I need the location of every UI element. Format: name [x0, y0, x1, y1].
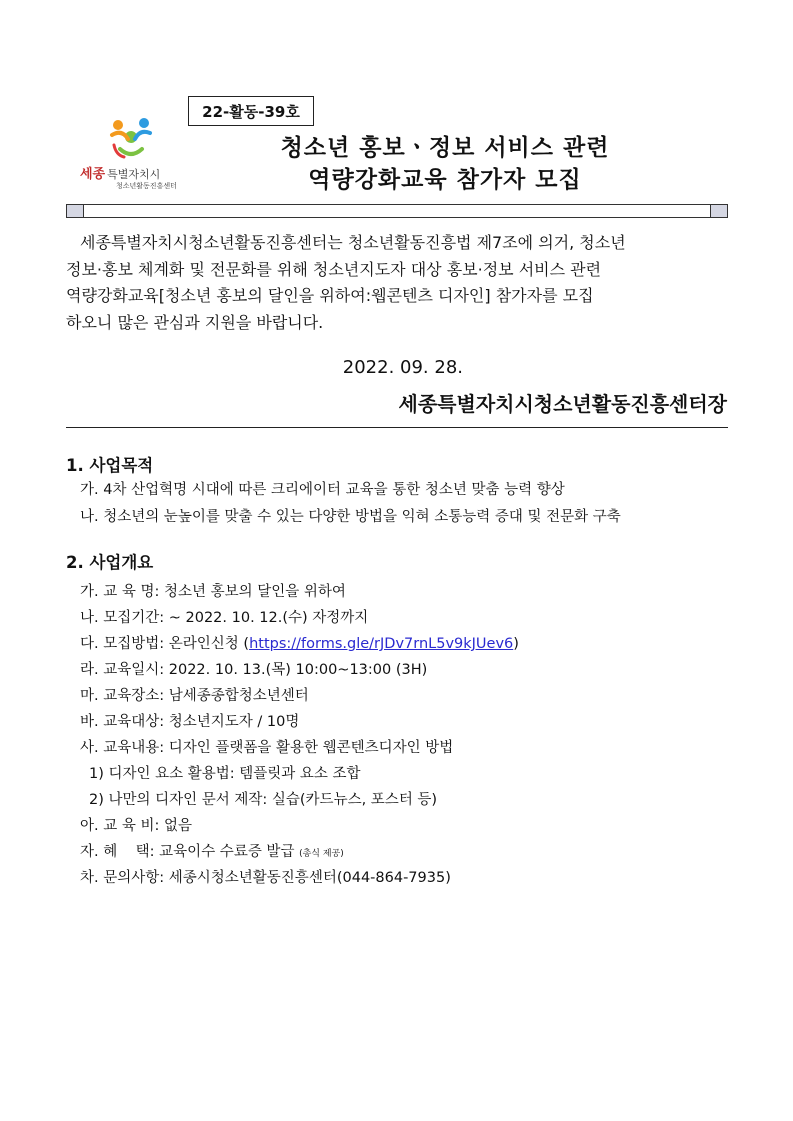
- list-item-application: [80, 632, 519, 653]
- application-label: 다. 모집방법: 온라인신청 (: [80, 636, 250, 652]
- list-item: 라. 교육일시: 2022. 10. 13.(목) 10:00~13:00 (3H): [80, 662, 428, 678]
- list-item: 사. 교육내용: 디자인 플랫폼을 활용한 웹콘텐츠디자인 방법: [80, 740, 454, 756]
- application-link[interactable]: https://forms.gle/rJDv7rnL5v9kJUev6: [249, 636, 514, 652]
- list-item: 마. 교육장소: 남세종종합청소년센터: [80, 688, 309, 704]
- title-underline-bar: [66, 204, 728, 218]
- intro-line: 하오니 많은 관심과 지원을 바랍니다.: [66, 312, 324, 332]
- application-close: ): [513, 636, 519, 652]
- list-item: 아. 교 육 비: 없음: [80, 818, 192, 834]
- list-item: 차. 문의사항: 세종시청소년활동진흥센터(044-864-7935): [80, 870, 451, 886]
- bar-left-cap: [67, 205, 84, 217]
- list-item: 가. 4차 산업혁명 시대에 따른 크리에이터 교육을 통한 청소년 맞춤 능력 향상: [80, 482, 565, 498]
- list-item: 바. 교육대상: 청소년지도자 / 10명: [80, 714, 300, 730]
- logo-text: [80, 163, 160, 182]
- list-item: 가. 교 육 명: 청소년 홍보의 달인을 위하여: [80, 584, 346, 600]
- logo-mark-icon: [108, 115, 154, 161]
- issue-date: 2022. 09. 28.: [342, 357, 463, 378]
- intro-line: 역량강화교육[청소년 홍보의 달인을 위하여:웹콘텐츠 디자인] 참가자를 모집: [66, 286, 594, 305]
- intro-paragraph: [66, 230, 728, 336]
- logo: [80, 115, 190, 195]
- sub-list-item: 1) 디자인 요소 활용법: 템플릿과 요소 조합: [89, 766, 361, 782]
- list-item: 나. 모집기간: ~ 2022. 10. 12.(수) 자정까지: [80, 610, 369, 626]
- logo-sub-text: 특별자치시: [107, 168, 161, 181]
- intro-line: 정보·홍보 체계화 및 전문화를 위해 청소년지도자 대상 홍보·정보 서비스 관련: [66, 259, 602, 279]
- divider: [66, 427, 728, 428]
- page-title: [240, 132, 650, 196]
- list-item: 나. 청소년의 눈높이를 맞출 수 있는 다양한 방법을 익혀 소통능력 증대 및 전문화 구축: [80, 509, 621, 525]
- title-line-2: 역량강화교육 참가자 모집: [308, 167, 582, 193]
- title-line-1: 청소년 홍보ㆍ정보 서비스 관련: [280, 135, 610, 161]
- section-2-title: 2. 사업개요: [66, 553, 154, 572]
- bar-right-cap: [710, 205, 727, 217]
- issuer-name: 세종특별자치시청소년활동진흥센터장: [398, 392, 727, 416]
- benefit-text: 자. 혜 택: 교육이수 수료증 발급: [80, 844, 300, 860]
- section-1-title: 1. 사업목적: [66, 456, 154, 475]
- document-number: 22-활동-39호: [188, 96, 314, 126]
- logo-main-text: 세종: [80, 167, 106, 182]
- list-item-benefit: [80, 840, 344, 861]
- benefit-note: (총식 제공): [299, 849, 344, 859]
- intro-line: 세종특별자치시청소년활동진흥센터는 청소년활동진흥법 제7조에 의거, 청소년: [80, 233, 626, 252]
- sub-list-item: 2) 나만의 디자인 문서 제작: 실습(카드뉴스, 포스터 등): [89, 792, 438, 808]
- logo-small-text: 청소년활동진흥센터: [116, 182, 177, 190]
